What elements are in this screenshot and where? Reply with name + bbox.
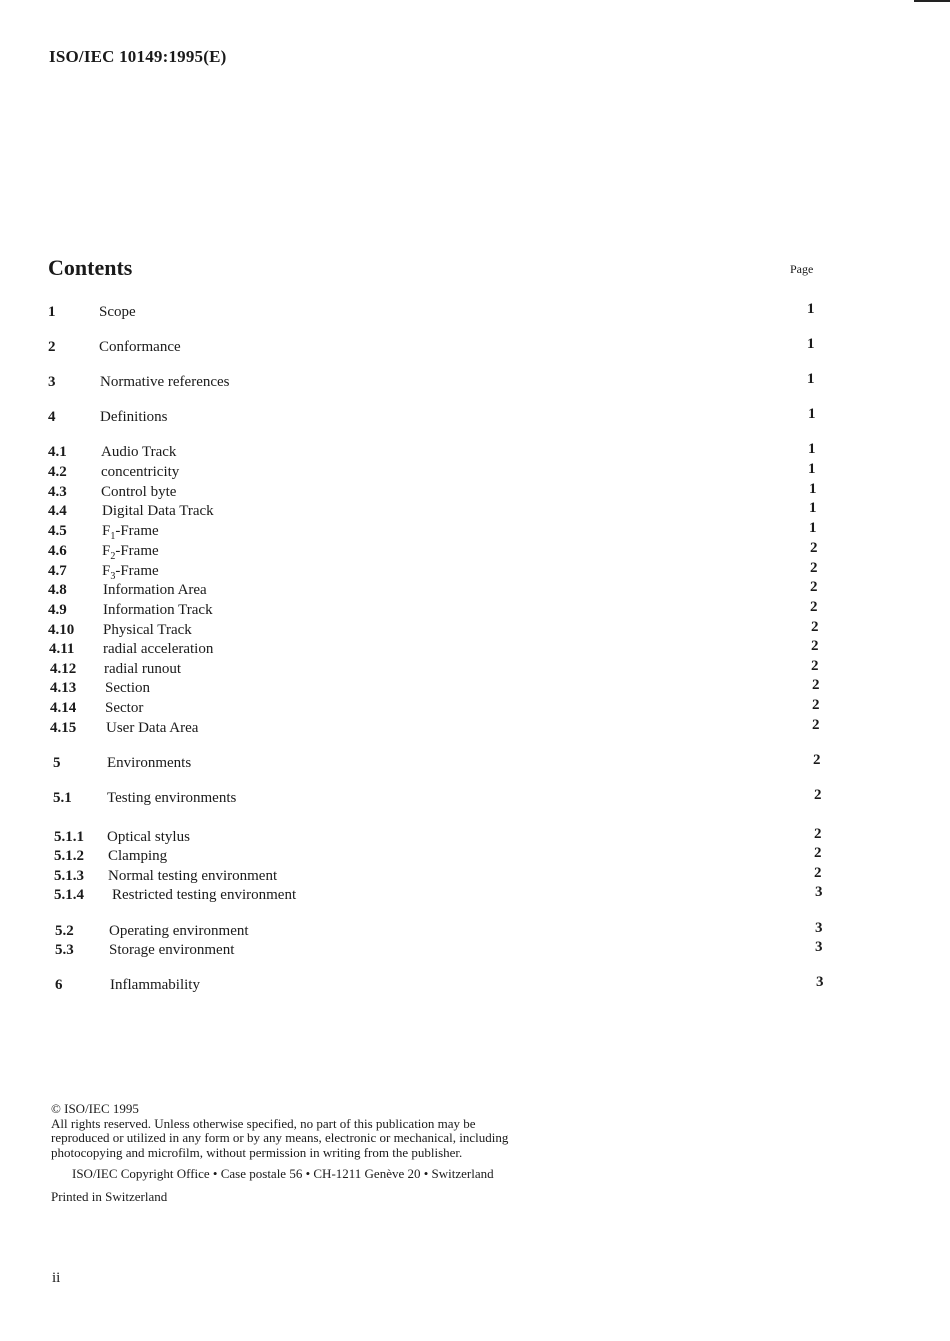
- toc-entry-title-main: F: [102, 523, 111, 539]
- toc-entry-number: 5: [53, 755, 61, 771]
- page-corner-mark: [914, 0, 950, 2]
- toc-entry-number: 4.7: [48, 563, 67, 579]
- toc-entry-page: 1: [808, 406, 816, 422]
- toc-entry: [55, 940, 845, 960]
- toc-entry-page: 3: [815, 939, 823, 955]
- document-id: ISO/IEC 10149:1995(E): [49, 47, 227, 66]
- toc-entry: [48, 521, 838, 541]
- toc-entry: [48, 501, 838, 521]
- toc-entry-page: 2: [810, 599, 818, 615]
- toc-entry: [48, 442, 838, 462]
- copyright-office-address: ISO/IEC Copyright Office • Case postale 56 • CH-1211 Genève 20 • Switzerland: [72, 1166, 494, 1181]
- toc-entry-title: radial runout: [104, 661, 182, 677]
- toc-entry-title: Conformance: [99, 339, 181, 355]
- rights-text-line: reproduced or utilized in any form or by any means, electronic or mechanical, including: [51, 1130, 509, 1145]
- toc-entry: [48, 482, 838, 502]
- toc-entry-page: 2: [814, 787, 822, 803]
- copyright-notice: © ISO/IEC 1995: [51, 1101, 139, 1116]
- toc-entry-title: Information Area: [103, 582, 207, 598]
- toc-entry-title: concentricity: [101, 464, 180, 480]
- toc-entry-number: 3: [48, 374, 56, 390]
- toc-entry: [48, 580, 838, 600]
- toc-entry-number: 4.6: [48, 543, 67, 559]
- toc-entry: [48, 372, 838, 392]
- toc-entry-number: 4.2: [48, 464, 67, 480]
- toc-entry-title: Audio Track: [101, 444, 177, 460]
- toc-entry: [48, 337, 838, 357]
- toc-entry-title: Information Track: [103, 602, 213, 618]
- toc-entry-page: 2: [813, 752, 821, 768]
- toc-entry-number: 5.1.4: [54, 887, 84, 903]
- toc-entry-number: 4.13: [50, 680, 77, 696]
- toc-entry-title: Sector: [105, 700, 144, 716]
- toc-entry: [48, 561, 838, 581]
- toc-entry-title-main: F: [102, 563, 111, 579]
- toc-entry-number: 4.5: [48, 523, 67, 539]
- toc-entry: [49, 639, 839, 659]
- toc-entry-number: 4: [48, 409, 56, 425]
- toc-entry-page: 2: [812, 677, 820, 693]
- page-number: ii: [52, 1270, 61, 1286]
- toc-entry-title: Testing environments: [107, 790, 237, 806]
- toc-entry-title-subscript: 3: [110, 571, 116, 582]
- toc-entry-page: 1: [809, 500, 817, 516]
- toc-entry-page: 1: [809, 481, 817, 497]
- toc-entry-title: Environments: [107, 755, 192, 771]
- toc-entry-page: 2: [811, 619, 819, 635]
- toc-entry: [50, 718, 840, 738]
- toc-entry-page: 1: [807, 336, 815, 352]
- toc-entry-title: Definitions: [100, 409, 168, 425]
- toc-entry-page: 2: [812, 697, 820, 713]
- toc-entry-title: Normative references: [100, 374, 230, 390]
- toc-entry-title: Control byte: [101, 484, 177, 500]
- contents-title: Contents: [48, 255, 133, 280]
- toc-entry-number: 2: [48, 339, 56, 355]
- toc-entry-page: 2: [811, 658, 819, 674]
- toc-entry: [50, 659, 840, 679]
- toc-entry-number: 4.11: [49, 641, 75, 657]
- toc-entry-title-subscript: 1: [110, 531, 116, 542]
- toc-entry-page: 2: [811, 638, 819, 654]
- toc-entry: [50, 678, 840, 698]
- toc-entry-title: Digital Data Track: [102, 503, 214, 519]
- toc-entry: [48, 302, 838, 322]
- toc-entry: [53, 753, 843, 773]
- toc-entry-title: Scope: [99, 304, 136, 320]
- toc-entry-title: Inflammability: [110, 977, 200, 993]
- toc-entry: [48, 541, 838, 561]
- toc-entry: [54, 866, 844, 886]
- toc-entry-title: Restricted testing environment: [112, 887, 297, 903]
- toc-entry: [50, 698, 840, 718]
- toc-entry-page: 1: [808, 441, 816, 457]
- toc-entry-page: 1: [809, 520, 817, 536]
- toc-entry-page: 2: [810, 560, 818, 576]
- toc-entry-number: 5.1.2: [54, 848, 84, 864]
- toc-entry-title-rest: -Frame: [115, 563, 159, 579]
- toc-entry-title: Section: [105, 680, 150, 696]
- toc-entry-number: 1: [48, 304, 56, 320]
- toc-entry-number: 5.2: [55, 923, 74, 939]
- toc-entry-title: Optical stylus: [107, 829, 190, 845]
- toc-entry: [54, 846, 844, 866]
- toc-entry-title: radial acceleration: [103, 641, 214, 657]
- toc-entry-page: 1: [808, 461, 816, 477]
- toc-entry-page: 2: [810, 540, 818, 556]
- toc-entry-page: 1: [807, 301, 815, 317]
- toc-entry-number: 4.15: [50, 720, 77, 736]
- toc-entry: [55, 921, 845, 941]
- toc-entry-number: 4.10: [48, 622, 75, 638]
- toc-entry: [48, 620, 838, 640]
- toc-entry: [54, 885, 844, 905]
- toc-entry: [55, 975, 845, 995]
- toc-entry-page: 3: [815, 920, 823, 936]
- toc-entry-title-rest: -Frame: [115, 523, 159, 539]
- toc-entry-page: 2: [814, 826, 822, 842]
- toc-entry-title: User Data Area: [106, 720, 199, 736]
- toc-entry-title: Storage environment: [109, 942, 235, 958]
- rights-text-line: All rights reserved. Unless otherwise specified, no part of this publication may be: [51, 1115, 476, 1131]
- toc-entry-number: 6: [55, 977, 63, 993]
- toc-entry-number: 4.8: [48, 582, 67, 598]
- rights-text-line: photocopying and microfilm, without permission in writing from the publisher.: [51, 1144, 463, 1160]
- toc-entry-title-subscript: 2: [110, 551, 116, 562]
- toc-entry: [48, 407, 838, 427]
- toc-entry-page: 2: [814, 865, 822, 881]
- toc-entry-number: 5.3: [55, 942, 74, 958]
- toc-entry-page: 3: [815, 884, 823, 900]
- toc-entry-number: 4.4: [48, 503, 67, 519]
- toc-entry-number: 5.1.1: [54, 829, 84, 845]
- toc-entry-page: 2: [812, 717, 820, 733]
- toc-entry-page: 1: [807, 371, 815, 387]
- toc-entry: [54, 827, 844, 847]
- toc-entry-number: 4.9: [48, 602, 67, 618]
- copyright-footer: [51, 1102, 591, 1204]
- toc-entry-number: 4.1: [48, 444, 67, 460]
- toc-entry-number: 4.3: [48, 484, 67, 500]
- printed-in-note: Printed in Switzerland: [51, 1188, 168, 1204]
- toc-entry: [48, 600, 838, 620]
- toc-entry-page: 2: [810, 579, 818, 595]
- toc-entry-number: 4.12: [50, 661, 77, 677]
- toc-entry: [53, 788, 843, 808]
- page-column-heading: Page: [790, 262, 814, 276]
- toc-entry-page: 3: [816, 974, 824, 990]
- toc-entry-number: 5.1.3: [54, 868, 84, 884]
- toc-entry-number: 4.14: [50, 700, 77, 716]
- toc-entry-title: Normal testing environment: [108, 868, 278, 884]
- toc-entry-page: 2: [814, 845, 822, 861]
- toc-entry-title: Operating environment: [109, 923, 249, 939]
- toc-entry-title: Clamping: [108, 848, 168, 864]
- toc-entry-title-main: F: [102, 543, 111, 559]
- toc-entry: [48, 462, 838, 482]
- toc-entry-title: Physical Track: [103, 622, 192, 638]
- toc-entry-number: 5.1: [53, 790, 72, 806]
- toc-entry-title-rest: -Frame: [115, 543, 159, 559]
